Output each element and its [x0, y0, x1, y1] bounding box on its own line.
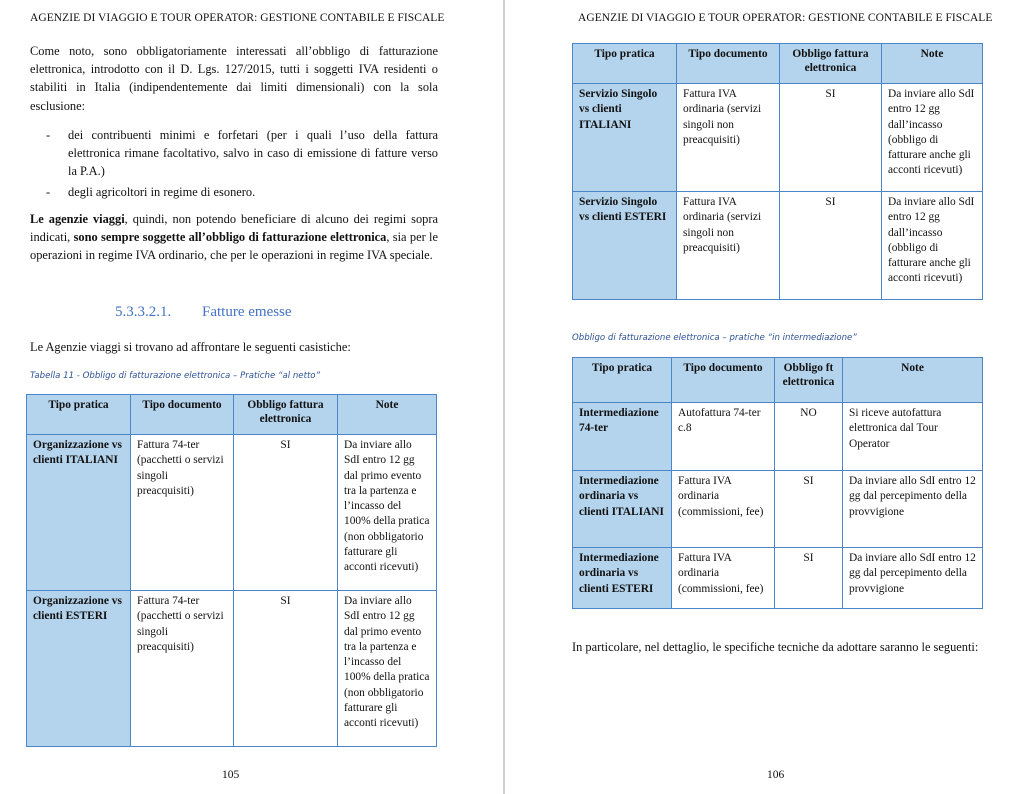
column-header: Tipo pratica [573, 44, 677, 84]
column-header: Obbligo fattura elettronica [780, 44, 882, 84]
table-cell: SI [775, 471, 843, 548]
list-item [46, 126, 438, 181]
column-header: Tipo pratica [573, 358, 672, 403]
table-row [573, 192, 983, 300]
page-106 [505, 0, 1024, 794]
running-head: AGENZIE DI VIAGGIO E TOUR OPERATOR: GESTIONE CONTABILE E FISCALE [30, 12, 445, 24]
single-service-table [572, 43, 983, 300]
table-header-row [27, 395, 437, 435]
table-cell: SI [780, 84, 882, 192]
table-cell: Fattura IVA ordinaria (servizi singoli non preacquisiti) [677, 84, 780, 192]
section-title: Fatture emesse [202, 304, 292, 320]
table-cell: SI [234, 591, 338, 747]
exclusion-list [46, 126, 438, 203]
intro-paragraph: Come noto, sono obbligatoriamente interessati all’obbligo di fatturazione elettronica, introdotto con il D. Lgs. 127/2015, tutti i soggetti IVA residenti o stabiliti in Italia (indipendentemente dai limiti dimensionali) con la sola esclusione: [30, 44, 438, 113]
table-cell: Fattura IVA ordinaria (commissioni, fee) [672, 548, 775, 609]
table-row [573, 548, 983, 609]
table-header-row [573, 44, 983, 84]
column-header: Tipo documento [672, 358, 775, 403]
table-cell: Da inviare allo SdI entro 12 gg dal primo evento tra la partenza e l’incasso del 100% della pratica (non obbligatorio fatturare gli acconti ricevuti) [338, 591, 437, 747]
table-cell: Fattura IVA ordinaria (commissioni, fee) [672, 471, 775, 548]
table-cell: Autofattura 74-ter c.8 [672, 403, 775, 471]
column-header: Tipo pratica [27, 395, 131, 435]
table-cell: Da inviare allo SdI entro 12 gg dall’incasso (obbligo di fatturare anche gli acconti ricevuti) [882, 192, 983, 300]
table-row [573, 84, 983, 192]
net-practices-table [26, 394, 437, 747]
table-cell: Organizzazione vs clienti ESTERI [27, 591, 131, 747]
table-cell: Servizio Singolo vs clienti ESTERI [573, 192, 677, 300]
table-cell: Da inviare allo SdI entro 12 gg dal primo evento tra la partenza e l’incasso del 100% della pratica (non obbligatorio fatturare gli acconti ricevuti) [338, 435, 437, 591]
table-cell: SI [234, 435, 338, 591]
column-header: Tipo documento [677, 44, 780, 84]
paragraph-text: , sia per le operazioni in regime IVA ordinario, che per le operazioni in regime IVA speciale. [30, 230, 438, 263]
table-caption: Tabella 11 - Obbligo di fatturazione elettronica – Pratiche “al netto” [30, 371, 321, 381]
table-cell: Da inviare allo SdI entro 12 gg dall’incasso (obbligo di fatturare anche gli acconti ricevuti) [882, 84, 983, 192]
table-cell: Fattura IVA ordinaria (servizi singoli non preacquisiti) [677, 192, 780, 300]
table-cell: Fattura 74-ter (pacchetti o servizi singoli preacquisiti) [131, 591, 234, 747]
list-item [46, 183, 438, 201]
section-heading [115, 304, 292, 321]
section-number: 5.3.3.2.1. [115, 304, 172, 320]
page-number: 105 [222, 769, 240, 781]
cases-paragraph: Le Agenzie viaggi si trovano ad affrontare le seguenti casistiche: [30, 340, 351, 354]
table-cell: NO [775, 403, 843, 471]
bold-text: Le agenzie viaggi [30, 212, 125, 226]
table-row [573, 403, 983, 471]
column-header: Note [338, 395, 437, 435]
table-cell: Servizio Singolo vs clienti ITALIANI [573, 84, 677, 192]
table-cell: Organizzazione vs clienti ITALIANI [27, 435, 131, 591]
running-head: AGENZIE DI VIAGGIO E TOUR OPERATOR: GESTIONE CONTABILE E FISCALE [578, 12, 993, 24]
page-number: 106 [767, 769, 785, 781]
table-caption: Obbligo di fatturazione elettronica – pratiche “in intermediazione” [572, 333, 857, 343]
bold-text: sono sempre soggette all’obbligo di fatturazione elettronica [73, 230, 387, 245]
table-cell: Intermediazione 74-ter [573, 403, 672, 471]
paragraph-text: , quindi, non potendo beneficiare di alcuno dei regimi sopra indicati, [30, 212, 438, 245]
table-cell: SI [780, 192, 882, 300]
page-105 [0, 0, 503, 794]
table-cell: Da inviare allo SdI entro 12 gg dal percepimento della provvigione [843, 548, 983, 609]
table-cell: Si riceve autofattura elettronica dal Tour Operator [843, 403, 983, 471]
column-header: Note [882, 44, 983, 84]
table-cell: Intermediazione ordinaria vs clienti ITALIANI [573, 471, 672, 548]
table-cell: Da inviare allo SdI entro 12 gg dal percepimento della provvigione [843, 471, 983, 548]
table-row [27, 591, 437, 747]
table-cell: SI [775, 548, 843, 609]
table-cell: Fattura 74-ter (pacchetti o servizi singoli preacquisiti) [131, 435, 234, 591]
table-cell: Intermediazione ordinaria vs clienti ESTERI [573, 548, 672, 609]
column-header: Obbligo fattura elettronica [234, 395, 338, 435]
agencies-paragraph [30, 210, 438, 265]
table-row [573, 471, 983, 548]
column-header: Obbligo ft elettronica [775, 358, 843, 403]
closing-paragraph: In particolare, nel dettaglio, le specifiche tecniche da adottare saranno le seguenti: [572, 640, 979, 654]
column-header: Tipo documento [131, 395, 234, 435]
list-item-text: degli agricoltori in regime di esonero. [68, 184, 256, 199]
bullet-marker: - [46, 128, 51, 142]
table-header-row [573, 358, 983, 403]
column-header: Note [843, 358, 983, 403]
intermediation-table [572, 357, 983, 609]
bullet-marker: - [46, 184, 51, 199]
list-item-text: dei contribuenti minimi e forfetari (per i quali l’uso della fattura elettronica rimane facoltativo, salvo in caso di emissione di fatture verso la P.A.) [68, 128, 438, 179]
table-row [27, 435, 437, 591]
